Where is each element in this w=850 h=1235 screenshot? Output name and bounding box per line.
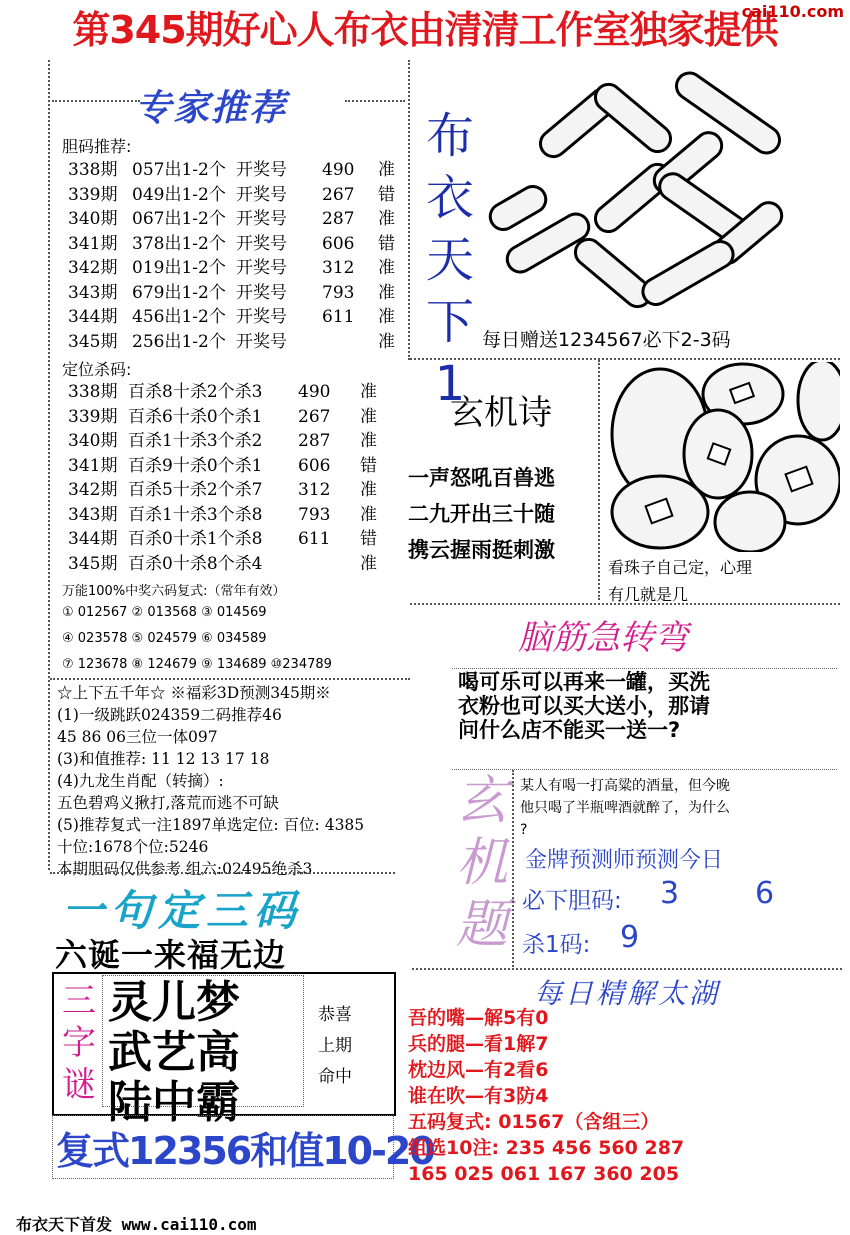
poem-title: 玄机诗 [450,393,552,433]
poem-line: 携云握雨挺刺激 [408,538,555,562]
coin-icon [798,362,840,440]
three-word-side-label: 三 字 谜 [62,981,96,1105]
pick-cell: 019出1-2个 [132,258,226,278]
draw-cell: 490 [322,160,355,180]
draw-cell: 793 [322,282,355,303]
pick-cell: 057出1-2个 [132,160,226,180]
draw-cell: 611 [298,529,331,549]
divider [412,968,842,970]
kill-label: 定位杀码: [62,360,132,379]
result-cell: 准 [360,480,377,500]
table-row [68,454,390,479]
kill-table [68,380,390,576]
riddle-text: 喝可乐可以再来一罐，买洗 衣粉也可以买大送小，那请 问什么店不能买一送一? [458,670,710,742]
pick-cell: 256出1-2个 [132,331,226,352]
draw-cell: 287 [298,431,331,451]
divider [512,770,514,970]
table-row [68,207,408,232]
result-cell: 准 [378,331,395,352]
misc-line: 五色碧鸡义揪打,落荒而逃不可缺 [57,794,279,812]
misc-line: 十位:1678个位:5246 [57,838,209,856]
divider [410,603,840,605]
taihu-line: 枕边风—有2看6 [408,1059,549,1081]
coins-graphic [600,362,840,552]
result-cell: 准 [378,282,395,303]
misc-line: ☆上下五千年☆ ※福彩3D预测345期※ [57,684,331,702]
divider [52,100,140,102]
taihu-line: 165 025 061 167 360 205 [408,1163,680,1185]
misc-predictions [57,682,364,880]
table-row [68,281,408,306]
pick-cell: 456出1-2个 [132,307,226,327]
dan-code-value: 6 [755,876,775,911]
table-row [68,330,408,355]
pick-cell: 百杀9十杀0个杀1 [128,455,263,476]
dan-label: 胆码推荐: [62,137,132,156]
name-item: 武艺高 [108,1027,240,1078]
table-row [68,232,408,257]
taihu-line: 谁在吹—有3防4 [408,1085,549,1107]
draw-label-cell: 开奖号 [236,258,287,278]
table-row [68,305,408,330]
period-cell: 340期 [68,209,118,229]
xuanji-question: 某人有喝一打高粱的酒量，但今晚 他只喝了半瓶啤酒就醉了，为什么 ? [520,778,730,838]
dan-table [68,158,408,354]
combo-row: ① 012567 ② 013568 ③ 014569 [62,605,267,620]
poem-note: 看珠子自己定，心理 有几就是几 [608,558,753,604]
draw-cell: 606 [298,455,331,476]
one-sentence-title: 一句定三码 [62,886,303,935]
pick-cell: 百杀5十杀2个杀7 [128,480,263,500]
result-cell: 错 [360,455,377,476]
period-cell: 341期 [68,233,118,254]
draw-cell: 490 [298,382,331,402]
result-cell: 准 [378,258,395,278]
divider [48,60,50,870]
draw-cell: 793 [298,504,331,525]
gold-title: 金牌预测师预测今日 [525,848,724,873]
xuanji-side-label: 玄 机 题 [455,771,508,955]
expert-title: 专家推荐 [135,88,288,129]
footer-combo: 复式12356和值10-20 [56,1129,434,1173]
period-cell: 338期 [68,382,118,402]
draw-cell: 611 [322,307,355,327]
period-cell: 343期 [68,282,118,303]
misc-line: (1)一级跳跃024359二码推荐46 [57,706,282,724]
draw-cell: 606 [322,233,355,254]
draw-label-cell: 开奖号 [236,233,287,254]
table-row [68,256,408,281]
poem-lines [408,460,555,568]
pick-cell: 067出1-2个 [132,209,226,229]
name-item: 陆中霸 [108,1077,240,1128]
bead-bar [486,182,551,235]
taihu-line: 组选10注: 235 456 560 287 [408,1137,685,1159]
daily-gift: 每日赠送1234567必下2-3码 [482,329,731,351]
draw-label-cell: 开奖号 [236,209,287,229]
site-watermark[interactable]: cai110.com [741,2,844,21]
period-cell: 344期 [68,307,118,327]
draw-cell: 267 [298,406,331,427]
period-cell: 344期 [68,529,118,549]
period-cell: 338期 [68,160,118,180]
pick-cell: 049出1-2个 [132,184,226,205]
coin-icon [715,492,785,552]
draw-cell: 312 [322,258,355,278]
table-row [68,380,390,405]
period-cell: 340期 [68,431,118,451]
pick-cell: 百杀6十杀0个杀1 [128,406,263,427]
result-cell: 准 [360,504,377,525]
table-row [68,405,390,430]
misc-line: 45 86 06三位一体097 [57,728,218,746]
divider [50,872,395,874]
dan-code-value: 3 [660,876,680,911]
result-cell: 错 [360,529,377,549]
draw-label-cell: 开奖号 [236,184,287,205]
divider [408,60,410,360]
table-row [68,527,390,552]
period-cell: 341期 [68,455,118,476]
taihu-title: 每日精解太湖 [534,977,721,1010]
pick-cell: 百杀1十杀3个杀8 [128,504,263,525]
taihu-list [408,1005,684,1187]
period-cell: 342期 [68,480,118,500]
result-cell: 准 [360,382,377,402]
misc-line: (4)九龙生肖配（转摘）: [57,772,224,790]
period-cell: 345期 [68,331,118,352]
kill-code-value: 9 [620,920,640,955]
result-cell: 准 [378,160,395,180]
table-row [68,183,408,208]
result-cell: 错 [378,184,395,205]
period-cell: 343期 [68,504,118,525]
divider [345,100,405,102]
dan-code-label: 必下胆码: [522,888,622,914]
combo-row: ④ 023578 ⑤ 024579 ⑥ 034589 [62,631,267,646]
misc-line: 本期胆码仅供参考 组六:02495绝杀3 [57,860,313,878]
page-title: 第345期好心人布衣由清清工作室独家提供 [72,8,778,52]
combo-label: 万能100%中奖六码复式:（常年有效） [62,584,286,599]
draw-label-cell: 开奖号 [236,307,287,327]
riddle-title: 脑筋急转弯 [518,618,688,658]
result-cell: 准 [360,431,377,451]
footer-site[interactable]: 布衣天下首发 www.cai110.com [16,1215,257,1234]
buyi-vertical-title: 布 衣 天 下 1 [425,108,474,412]
table-row [68,478,390,503]
pick-cell: 679出1-2个 [132,282,226,303]
pick-cell: 百杀1十杀3个杀2 [128,431,263,451]
result-cell: 准 [378,209,395,229]
table-row [68,429,390,454]
draw-cell: 267 [322,184,355,205]
table-row [68,503,390,528]
pick-cell: 百杀0十杀8个杀4 [128,553,263,574]
name-item: 灵儿梦 [108,977,240,1028]
combo-row: ⑦ 123678 ⑧ 124679 ⑨ 134689 ⑩234789 [62,657,332,672]
misc-line: (5)推荐复式一注1897单选定位: 百位: 4385 [57,816,365,834]
draw-label-cell: 开奖号 [236,160,287,180]
result-cell: 错 [378,233,395,254]
taihu-line: 五码复式: 01567（含组三） [408,1111,660,1133]
result-cell: 准 [360,406,377,427]
period-cell: 339期 [68,184,118,205]
period-cell: 339期 [68,406,118,427]
poem-line: 一声怒吼百兽逃 [408,466,555,490]
result-cell: 准 [378,307,395,327]
draw-cell: 287 [322,209,355,229]
draw-label-cell: 开奖号 [236,331,287,352]
bead-bar [638,237,738,310]
poem-line: 二九开出三十随 [408,502,555,526]
pick-cell: 百杀8十杀2个杀3 [128,382,263,402]
draw-label-cell: 开奖号 [236,282,287,303]
taihu-line: 吾的嘴—解5有0 [408,1007,549,1029]
result-cell: 准 [360,553,377,574]
combo-list [62,600,332,678]
congrats-note: 恭喜 上期 命中 [318,1005,352,1087]
period-cell: 345期 [68,553,118,574]
misc-line: (3)和值推荐: 11 12 13 17 18 [57,750,270,768]
divider [50,678,410,680]
taihu-line: 兵的腿—看1解7 [408,1033,549,1055]
pick-cell: 百杀0十杀1个杀8 [128,529,263,549]
period-cell: 342期 [68,258,118,278]
divider [410,358,840,360]
one-sentence-phrase: 六诞一来福无边 [55,936,287,974]
table-row [68,158,408,183]
three-word-names [108,978,240,1128]
kill-code-label: 杀1码: [522,932,591,958]
draw-cell: 312 [298,480,331,500]
table-row [68,552,390,577]
number-25-graphic [478,70,808,320]
pick-cell: 378出1-2个 [132,233,226,254]
bead-bar [570,234,656,312]
